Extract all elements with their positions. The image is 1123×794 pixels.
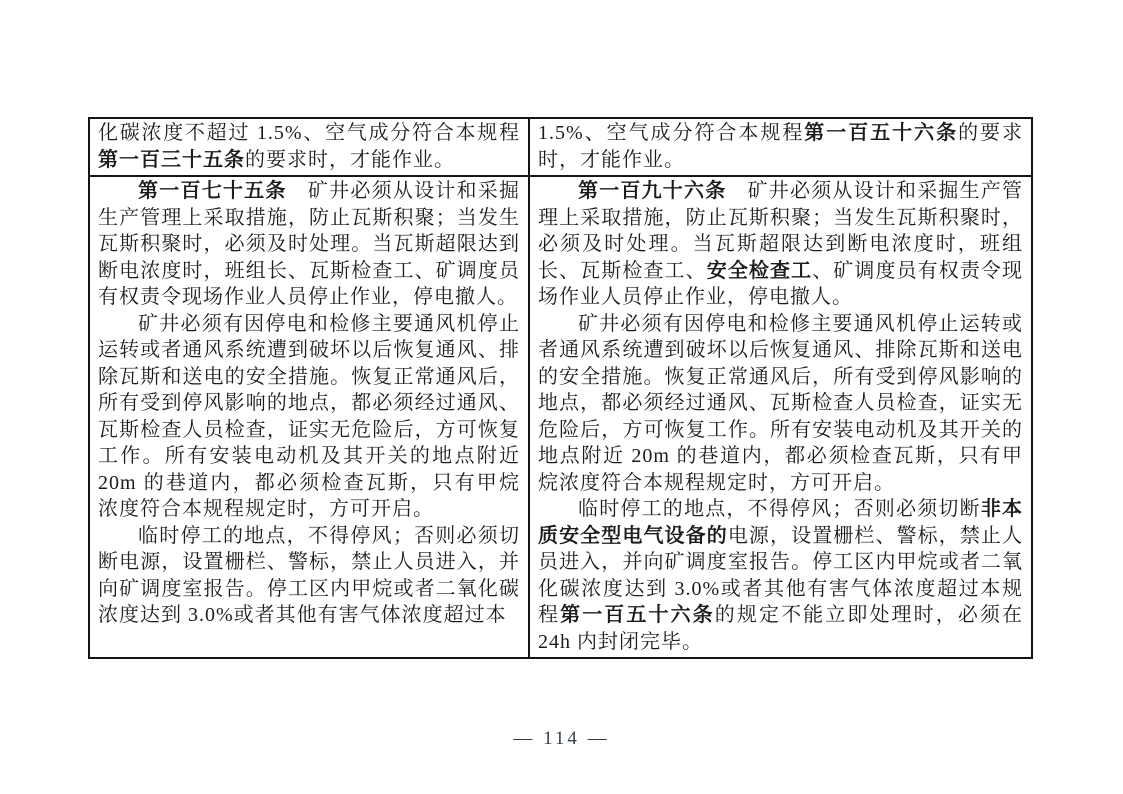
paragraph (538, 178, 1023, 311)
paragraph (98, 178, 520, 311)
paragraph (98, 120, 520, 173)
text-segment: 矿井必须从设计和采掘生产管理上采取措施，防止瓦斯积聚；当发生瓦斯积聚时，必须及时处理。当瓦斯超限达到断电浓度时，班组长、瓦斯检查工、矿调度员有权责令现场作业人员停止作业，停电撤人。 (98, 180, 521, 308)
paragraph (538, 311, 1023, 497)
bold-text-segment: 第一百九十六条 (578, 180, 727, 202)
paragraph (98, 311, 520, 523)
bold-text-segment: 第一百五十六条 (560, 604, 715, 626)
bold-text-segment: 安全检查工 (706, 259, 813, 282)
bold-text-segment: 第一百五十六条 (804, 122, 959, 144)
text-segment: 矿井必须有因停电和检修主要通风机停止运转或者通风系统遭到破坏以后恢复通风、排除瓦斯和送电的安全措施。恢复正常通风后，所有受到停风影响的地点，都必须经过通风、瓦斯检查人员检查，证实无危险后，方可恢复工作。所有安装电动机及其开关的地点附近 20m 的巷道内，都必须检查瓦斯，只有甲烷浓度符合本规程规定时，方可开启。 (538, 312, 1023, 494)
page-number: — 114 — (513, 728, 610, 749)
text-segment: 、矿调度员有权责令现场作业人员停止作业，停电撤人。 (538, 259, 1024, 308)
bold-text-segment: 非本质安全型电气设备的 (538, 498, 1024, 547)
table-cell-row1-left (90, 119, 530, 177)
paragraph (538, 120, 1023, 173)
text-segment: 化碳浓度不超过 1.5%、空气成分符合本规程 (98, 122, 520, 144)
text-segment: 临时停工的地点，不得停风；否则必须切断电源，设置栅栏、警标，禁止人员进入，并向矿调度室报告。停工区内甲烷或者二氧化碳浓度达到 3.0%或者其他有害气体浓度超过本 (98, 524, 520, 626)
text-segment: 矿井必须从设计和采掘生产管理上采取措施，防止瓦斯积聚；当发生瓦斯积聚时，必须及时处理。当瓦斯超限达到断电浓度时，班组长、瓦斯检查工、 (538, 180, 1024, 282)
table-cell-row1-right (530, 119, 1031, 177)
text-segment: 矿井必须有因停电和检修主要通风机停止运转或者通风系统遭到破坏以后恢复通风、排除瓦斯和送电的安全措施。恢复正常通风后，所有受到停风影响的地点，都必须经过通风、瓦斯检查人员检查，证实无危险后，方可恢复工作。所有安装电动机及其开关的地点附近 20m 的巷道内，都必须检查瓦斯，只有甲烷浓度符合本规程规定时，方可开启。 (98, 312, 520, 520)
text-segment: 临时停工的地点，不得停风；否则必须切断 (578, 498, 981, 520)
text-segment: 的要求时，才能作业。 (538, 122, 1023, 171)
text-segment: 1.5%、空气成分符合本规程 (538, 122, 805, 144)
table-cell-row2-left (90, 177, 530, 657)
bold-text-segment: 第一百七十五条 (138, 180, 287, 202)
table-cell-row2-right (530, 177, 1031, 657)
bold-text-segment: 第一百三十五条 (98, 148, 245, 171)
comparison-table (88, 117, 1033, 659)
text-segment: 的规定不能立即处理时，必须在 24h 内封闭完毕。 (538, 604, 1024, 653)
text-segment: 的要求时，才能作业。 (245, 148, 455, 171)
paragraph (538, 496, 1023, 655)
paragraph (98, 523, 520, 629)
text-segment: 电源，设置栅栏、警标，禁止人员进入，并向矿调度室报告。停工区内甲烷或者二氧化碳浓度达到 3.0%或者其他有害气体浓度超过本规程 (538, 524, 1024, 626)
